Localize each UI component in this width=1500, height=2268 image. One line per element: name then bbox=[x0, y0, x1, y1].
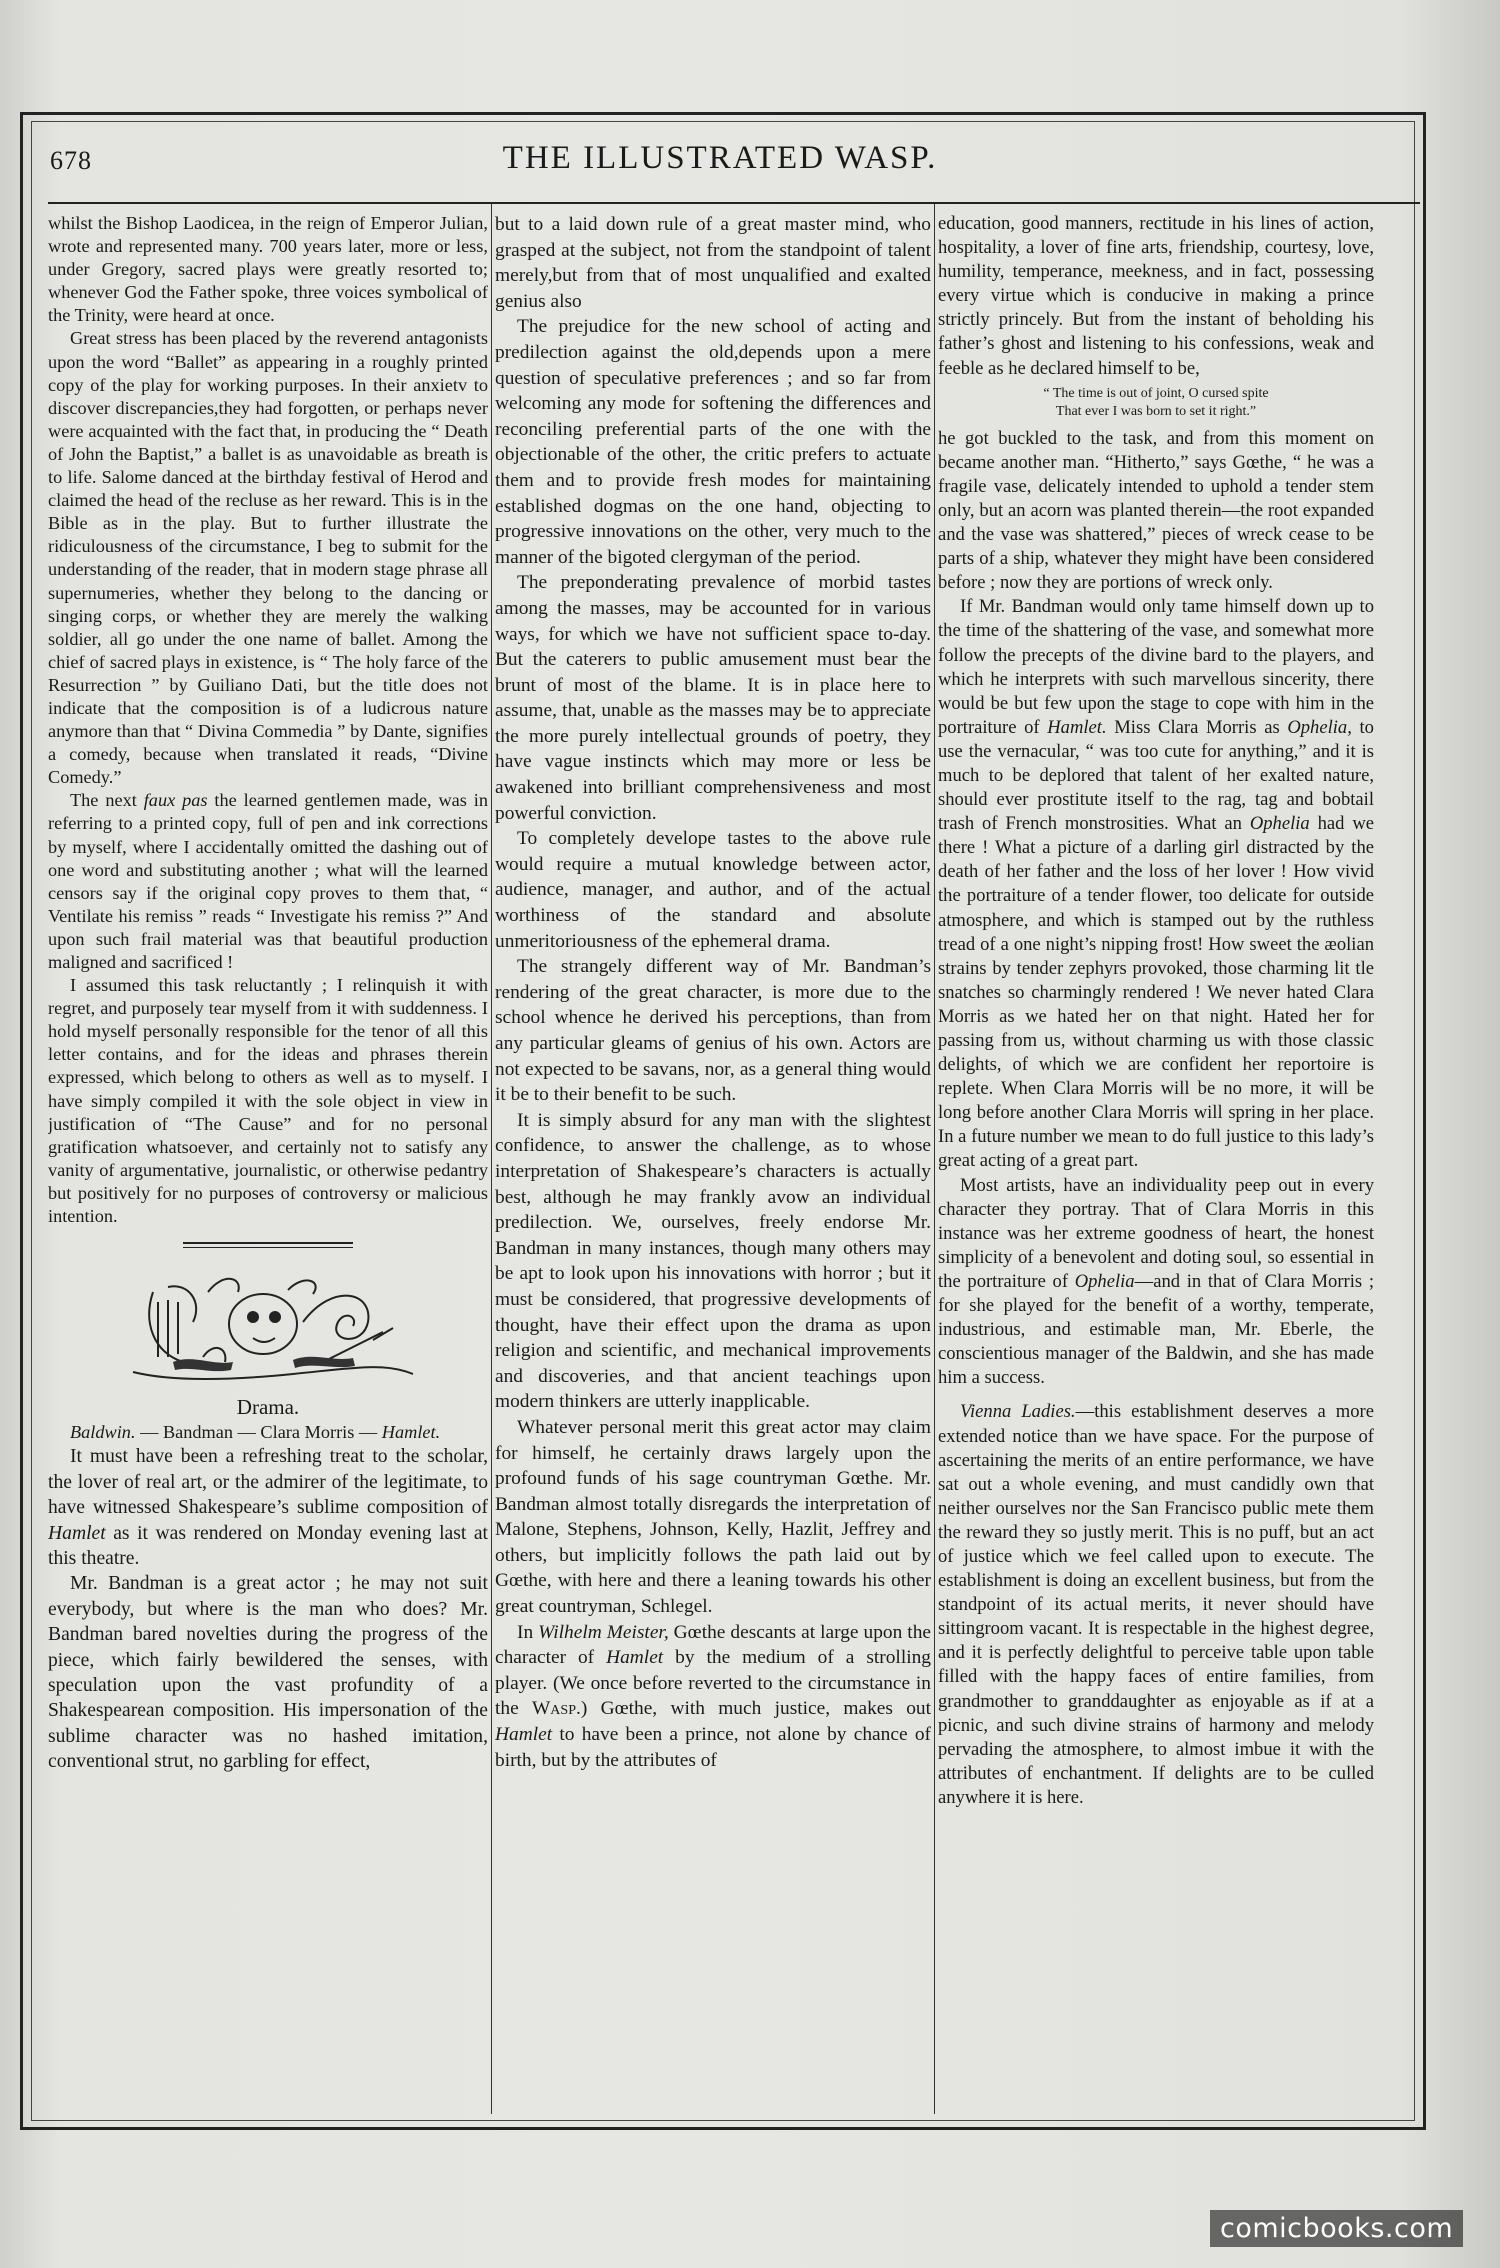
paragraph: Vienna Ladies.—this establishment deserves a more extended notice than we have space. For the purpose of ascertaining the merits of an entire performance, we have sat out a whole evening, and must candidly own that neither ourselves nor the San Francisco public mete them the reward they so justly merit. This is no puff, but an act of justice which we feel called upon to execute. The establishment is doing an excellent business, but from the standpoint of its actual merits, it never should have sittingroom vacant. It is respectable in the highest degree, and it is perfectly delightful to perceive table upon table filled with the happy faces of entire families, from grandmother to granddaughter as enjoyable as if at a picnic, and such divine strains of harmony and melody pervading the atmosphere, to almost imbue it with the attributes of enchantment. If delights are to be culled anywhere it is here. bbox=[938, 1401, 1374, 1808]
section-title: Drama. bbox=[236, 1395, 300, 1420]
review-byline: Baldwin. — Bandman — Clara Morris — Hamlet. bbox=[70, 1422, 441, 1443]
paragraph: The prejudice for the new school of acting and predilection against the old,depends upon a mere question of speculative preferences ; and so far from welcoming any mode for softening the differences and reconciling preferential parts of the one with the objectionable of the other, the critic prefers to actuate them and to provide fresh modes for maintaining established dogmas on the one hand, objecting to progressive innovations on the other, very much to the manner of the bigoted clergyman of the period. bbox=[495, 316, 931, 568]
paragraph: Mr. Bandman is a great actor ; he may not suit everybody, but where is the man who does? Mr. Bandman bared novelties during the progress of the piece, which fairly bewildered the senses, with speculation upon the vast profundity of a Shakespearean composition. His impersonation of the sublime character was no hashed imitation, conventional strut, no garbling for effect, bbox=[48, 1573, 488, 1773]
column-left bbox=[48, 212, 488, 2112]
paragraph: I assumed this task reluctantly ; I relinquish it with regret, and purposely tear myself from it with suddenness. I hold myself personally responsible for the tenor of all this letter contains, and for the ideas and phrases therein expressed, which belong to others as well as to myself. I have simply compiled it with the sole object in view in justification of “The Cause” and for no personal gratification whatsoever, and certainly not to satisfy any vanity of argumentative, journalistic, or otherwise pedantry but positively for no purposes of controversy or malicious intention. bbox=[48, 975, 488, 1227]
section-divider bbox=[183, 1242, 353, 1248]
paragraph: but to a laid down rule of a great master mind, who grasped at the subject, not from the standpoint of talent merely,but from that of most unqualified and exalted genius also bbox=[495, 214, 931, 312]
column-rule bbox=[934, 204, 935, 2114]
paragraph: In Wilhelm Meister, Gœthe descants at large upon the character of Hamlet by the medium of a strolling player. (We once before reverted to the circumstance in the Wasp.) Gœthe, with much justice, makes out Hamlet to have been a prince, not alone by chance of birth, but by the attributes of bbox=[495, 1621, 931, 1771]
paragraph: If Mr. Bandman would only tame himself down up to the time of the shattering of the vase, and somewhat more follow the precepts of the divine bard to the players, and which he interprets with such marvellous sincerity, there would be but few upon the stage to cope with him in the portraiture of Hamlet. Miss Clara Morris as Ophelia, to use the vernacular, “ was too cute for anything,” and it is much to be deplored that talent of her exalted nature, should ever prostitute itself to the rag, tag and bobtail trash of French monstrosities. What an Ophelia had we there ! What a picture of a darling girl distracted by the death of her father and the loss of her lover ! How vivid the portraiture of a tender flower, too delicate for outside atmosphere, and which is stamped out by the ruthless tread of a one night’s nipping frost! How sweet the æolian strains by tender zephyrs provoked, those charming lit tle snatches so charmingly rendered ! We never hated Clara Morris as we hated her on that night. Hated her for passing from us, without charming us with those classic delights, of which we are confident her reportoire is replete. When Clara Morris will be no more, it will be long before another Clara Morris will spring in her place. In a future number we mean to do full justice to this lady’s great acting of a great part. bbox=[938, 596, 1374, 1172]
column-right bbox=[938, 212, 1374, 2112]
paragraph: education, good manners, rectitude in his lines of action, hospitality, a lover of fine arts, friendship, courtesy, love, humility, temperance, meekness, and in fact, possessing every virtue which is conducive in making a prince strictly princely. But from the instant of beholding his father’s ghost and listening to his confessions, weak and feeble as he declared himself to be, bbox=[938, 213, 1374, 379]
quote-line: That ever I was born to set it right.” bbox=[1055, 403, 1257, 419]
paragraph: It is simply absurd for any man with the slightest confidence, to answer the challenge, as to whose interpretation of Shakespeare’s characters is actually best, although he may frankly avow an individual predilection. We, ourselves, freely endorse Mr. Bandman in many instances, though many others may be apt to look upon his innovations with horror ; but it must be considered, that progressive developments of thought, have their effect upon the drama as upon religion and scientific, and mechanical improvements and discoveries, and that ancient teachings upon modern thinkers are utterly inapplicable. bbox=[495, 1109, 931, 1413]
quotation bbox=[938, 385, 1374, 421]
paragraph: The strangely different way of Mr. Bandman’s rendering of the great character, is more due to the school whence he derived his perceptions, than from any particular gleams of genius of his own. Actors are not expected to be savans, nor, as a general thing would it be to their benefit to be such. bbox=[495, 956, 931, 1106]
quote-line: “ The time is out of joint, O cursed spite bbox=[1043, 385, 1269, 401]
paragraph: Most artists, have an individuality peep out in every character they portray. That of Clara Morris in this instance was her extreme goodness of heart, the honest simplicity of a benevolent and doting soul, so essential in the portraiture of Ophelia—and in that of Clara Morris ; for she played for the benefit of a worthy, temperate, industrious, and estimable man, Mr. Eberle, the conscientious manager of the Baldwin, and she has made him a success. bbox=[938, 1174, 1374, 1389]
watermark: comicbooks.com bbox=[1210, 2210, 1463, 2247]
paragraph: whilst the Bishop Laodicea, in the reign of Emperor Julian, wrote and represented many. 700 years later, more or less, under Gregory, sacred plays were greatly resorted to; whenever God the Father spoke, three voices symbolical of the Trinity, were heard at once. bbox=[48, 213, 488, 326]
paragraph: It must have been a refreshing treat to the scholar, the lover of real art, or the admirer of the legitimate, to have witnessed Shakespeare’s sublime composition of Hamlet as it was rendered on Monday evening last at this theatre. bbox=[48, 1446, 488, 1569]
paragraph: he got buckled to the task, and from this moment on became another man. “Hitherto,” says Gœthe, “ he was a fragile vase, delicately intended to uphold a tender stem only, but an acorn was planted therein—the root expanded and the vase was shattered,” pieces of wreck cease to be parts of a ship, whatever they might have been considered before ; now they are portions of wreck only. bbox=[938, 427, 1374, 594]
header-rule bbox=[48, 202, 1420, 204]
paragraph: To completely develope tastes to the above rule would require a mutual knowledge between actor, audience, manager, and author, and of the actual worthiness of the standard and absolute unmeritoriousness of the ephemeral drama. bbox=[495, 828, 931, 952]
ornamental-vignette-icon bbox=[113, 1262, 423, 1392]
paragraph: The next faux pas the learned gentlemen made, was in referring to a printed copy, full of pen and ink corrections by myself, where I accidentally omitted the dashing out of one word and substituting another ; what will the learned censors say if the original copy proves to them that, “ Ventilate his remiss ” reads “ Investigate his remiss ?” And upon such frail material was that beautiful production maligned and sacrificed ! bbox=[48, 790, 488, 972]
masthead-title: THE ILLUSTRATED WASP. bbox=[502, 140, 938, 176]
page-header bbox=[30, 128, 1410, 188]
paragraph: Whatever personal merit this great actor may claim for himself, he certainly draws largely upon the profound funds of his sage countryman Gœthe. Mr. Bandman almost totally disregards the interpretation of Malone, Stephens, Johnson, Kelly, Hazlit, Jeffrey and others, but implicitly follows the path laid out by Gœthe, with here and there a leaning towards his other great countryman, Schlegel. bbox=[495, 1416, 931, 1618]
page-number: 678 bbox=[50, 146, 92, 175]
paragraph: The preponderating prevalence of morbid tastes among the masses, may be accounted for in various ways, for which we have not sufficient space to-day. But the caterers to public amusement must bear the brunt of most of the blame. It is in place here to assume, that, unable as the masses may be to appreciate the more purely intellectual grounds of poetry, they have vague instincts which may more or less be awakened into brilliant comprehensiveness and most powerful conviction. bbox=[495, 572, 931, 824]
column-rule bbox=[491, 204, 492, 2114]
paragraph: Great stress has been placed by the reverend antagonists upon the word “Ballet” as appearing in a roughly printed copy of the play for working purposes. In their anxietv to discover discrepancies,they had forgotten, or perhaps never were acquainted with the fact that, in producing the “ Death of John the Baptist,” a ballet is as unavoidable as breath is to life. Salome danced at the birthday festival of Herod and claimed the head of the recluse as her reward. This is in the Bible as in the play. But to further illustrate the ridiculousness of the circumstance, I beg to submit for the understanding of the reader, that in modern stage phrase all supernumeries, whether they belong to the dancing or singing corps, or whether they are merely the walking soldier, all go under the one name of ballet. Among the chief of sacred plays in existence, is “ The holy farce of the Resurrection ” by Guiliano Dati, but the title does not indicate that the composition is of a ludicrous nature anymore than that “ Divina Commedia ” by Dante, signifies a comedy, because when translated it reads, “Divine Comedy.” bbox=[48, 328, 488, 788]
column-middle bbox=[495, 212, 931, 2112]
